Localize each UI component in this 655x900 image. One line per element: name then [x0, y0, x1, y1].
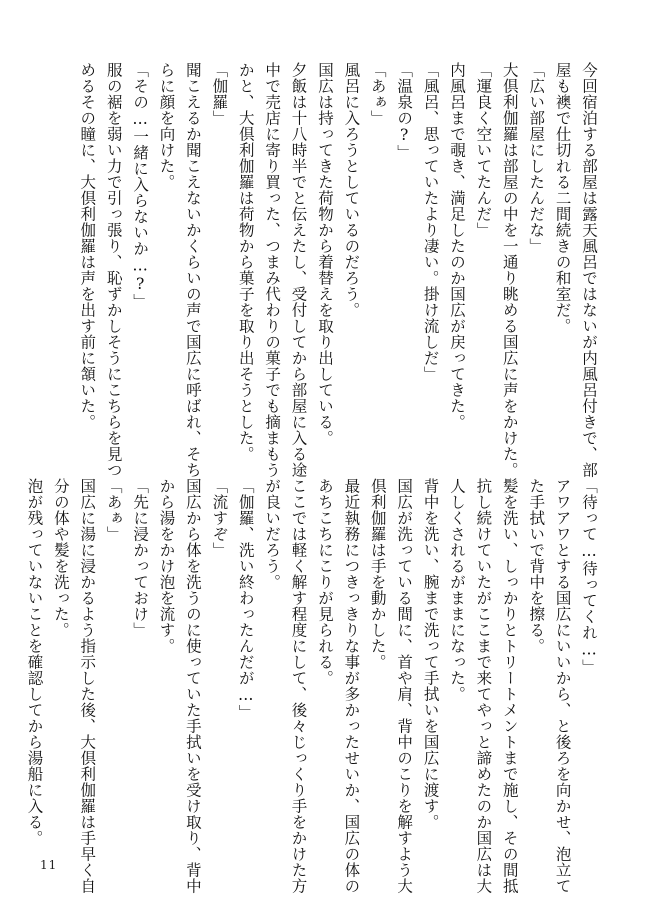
- text-line: 国広から体を洗うのに使っていた手拭いを受け取り、背中: [183, 478, 202, 894]
- text-line: かと、大倶利伽羅は荷物から菓子を取り出そうとした。: [236, 62, 255, 462]
- text-line: 内風呂まで覗き、満足したのか国広が戻ってきた。: [447, 62, 466, 430]
- text-line: 「風呂、思っていたより凄い。掛け流しだ」: [421, 62, 440, 382]
- text-line: 「温泉の?」: [395, 62, 414, 161]
- text-line: 「運良く空いてたんだ」: [474, 62, 493, 238]
- page-number: 11: [40, 858, 58, 872]
- text-line: 「あぁ」: [104, 478, 123, 542]
- text-line: 「広い部屋にしたんだな」: [527, 62, 546, 254]
- text-line: 「待って…待ってくれ…」: [580, 478, 598, 675]
- text-line: 今回宿泊する部屋は露天風呂ではないが内風呂付きで、部: [580, 62, 598, 478]
- text-line: 背中を洗い、腕まで洗って手拭いを国広に渡す。: [421, 478, 440, 830]
- text-line: が良いだろう。: [263, 478, 282, 590]
- text-line: めるその瞳に、大倶利伽羅は声を出す前に頷いた。: [78, 62, 97, 430]
- text-line: 「その…一緒に入らないか…?」: [131, 62, 150, 310]
- text-line: 最近執務につきっきりな事が多かったせいか、国広の体の: [342, 478, 361, 894]
- text-line: 「あぁ」: [368, 62, 387, 126]
- text-line: 「伽羅、洗い終わったんだが…」: [236, 478, 255, 721]
- text-line: アワアワとする国広にいいから、と後ろを向かせ、泡立て: [553, 478, 572, 894]
- text-line: 「先に浸かっておけ」: [131, 478, 150, 638]
- text-line: 分の体や髪を洗った。: [51, 478, 70, 638]
- text-line: 国広に湯に浸かるよう指示した後、大倶利伽羅は手早く自: [78, 478, 97, 894]
- text-line: 聞こえるか聞こえないかくらいの声で国広に呼ばれ、そち: [183, 62, 202, 478]
- text-line: 風呂に入ろうとしているのだろう。: [342, 62, 361, 318]
- text-line: 夕飯は十八時半でと伝えたし、受付してから部屋に入る途: [289, 62, 308, 478]
- upper-text-block: [74, 62, 602, 478]
- text-line: から湯をかけ泡を流す。: [157, 478, 176, 654]
- text-line: 泡が残っていないことを確認してから湯船に入る。: [25, 478, 44, 846]
- text-line: 国広は持ってきた荷物から着替えを取り出している。: [315, 62, 334, 446]
- text-line: 服の裾を弱い力で引っ張り、恥ずかしそうにこちらを見つ: [104, 62, 123, 478]
- text-line: 人しくされるがままになった。: [447, 478, 466, 702]
- text-line: 屋も襖で仕切れる二間続きの和室だ。: [553, 62, 572, 334]
- text-line: 抗し続けていたがここまで来てやっと諦めたのか国広は大: [474, 478, 493, 894]
- text-line: 「伽羅」: [210, 62, 229, 126]
- text-line: 倶利伽羅は手を動かした。: [368, 478, 387, 670]
- text-line: 国広が洗っている間に、首や肩、背中のこりを解すよう大: [395, 478, 414, 894]
- text-line: た手拭いで背中を擦る。: [527, 478, 546, 654]
- text-line: あちこちにこりが見られる。: [315, 478, 334, 686]
- text-line: 大倶利伽羅は部屋の中を一通り眺める国広に声をかけた。: [500, 62, 519, 478]
- text-line: 「流すぞ」: [210, 478, 229, 558]
- text-line: 中で売店に寄り買った、つまみ代わりの菓子でも摘まもう: [263, 62, 282, 478]
- text-line: らに顔を向けた。: [157, 62, 176, 190]
- text-line: 髪を洗い、しっかりとトリートメントまで施し、その間抵: [500, 478, 519, 894]
- text-line: ここでは軽く解す程度にして、後々じっくり手をかけた方: [289, 478, 308, 894]
